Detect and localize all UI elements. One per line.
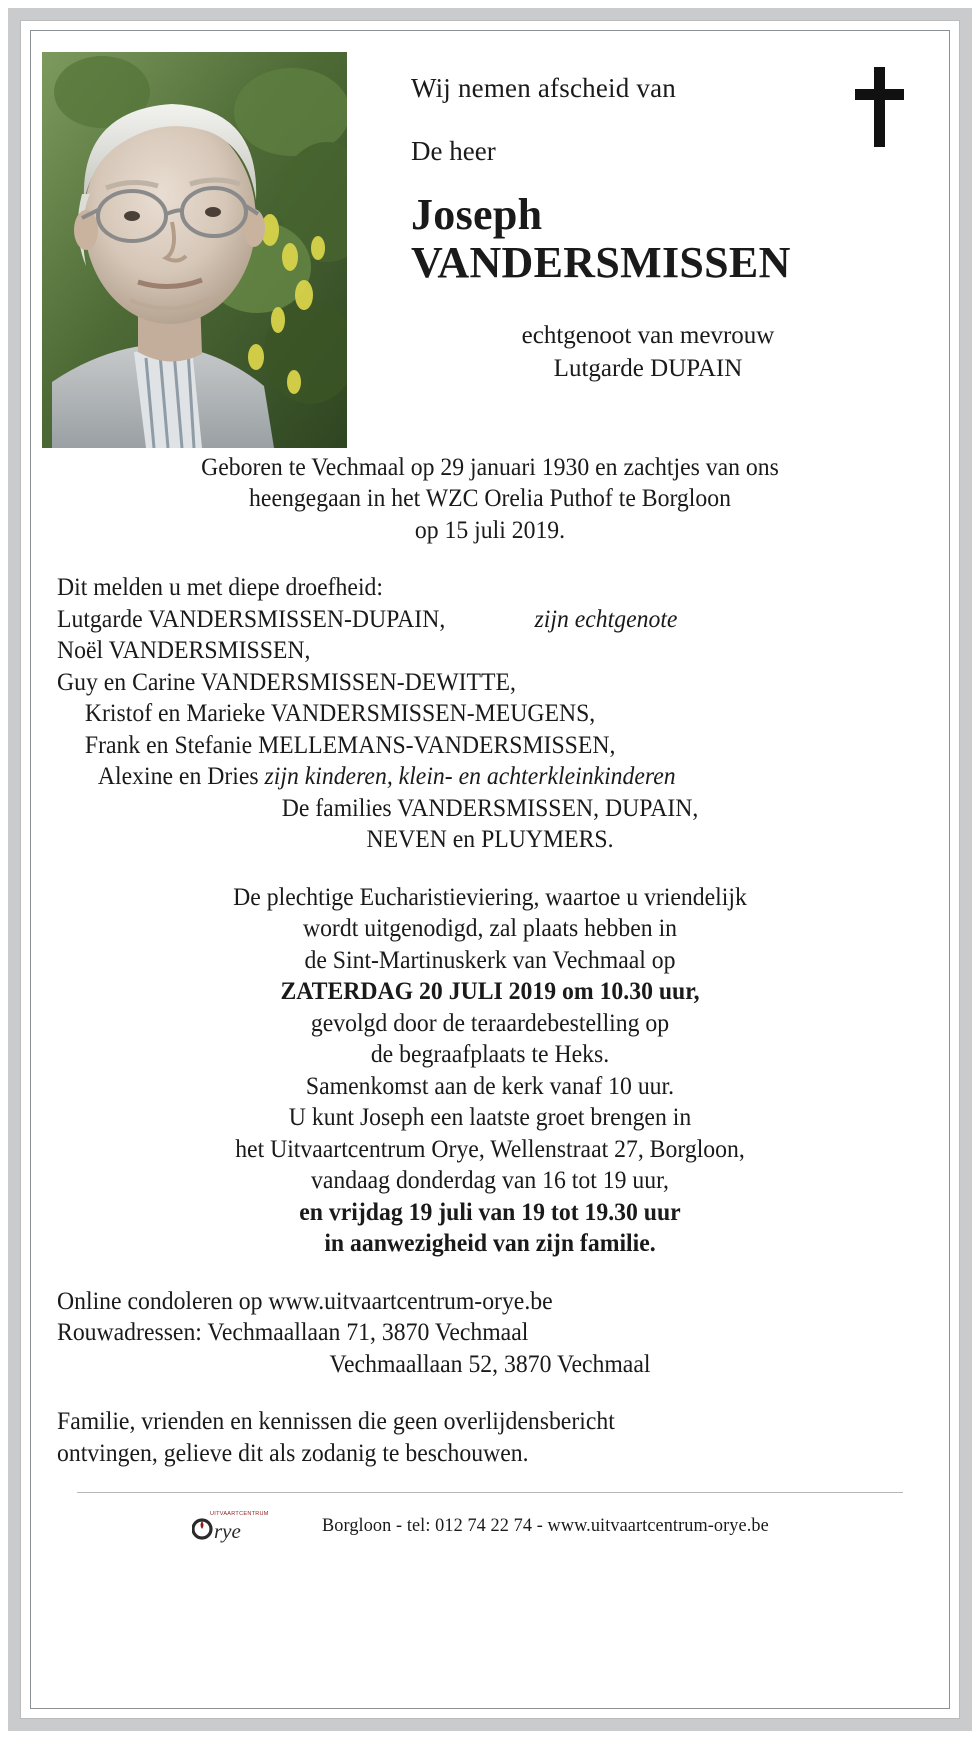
spouse-prefix: echtgenoot van mevrouw (521, 322, 775, 350)
service-visitation-friday: en vrijdag 19 juli van 19 tot 19.30 uur (299, 1196, 681, 1226)
service-line-10: vandaag donderdag van 16 tot 19 uur, (311, 1165, 669, 1195)
service-datetime: ZATERDAG 20 JULI 2019 om 10.30 uur, (280, 976, 700, 1006)
closing-line-2: ontvingen, gelieve dit als zodanig te beschouwen. (57, 1437, 529, 1467)
condolences-online: Online condoleren op www.uitvaartcentrum-orye.be (57, 1285, 553, 1315)
farewell-line: Wij nemen afscheid van (411, 73, 676, 103)
footer-section (57, 1506, 923, 1546)
announcement-paragraph (57, 571, 923, 854)
orye-logo (192, 1506, 304, 1546)
deceased-first-name: Joseph (411, 190, 543, 239)
footer-divider (77, 1492, 903, 1493)
closing-paragraph (57, 1405, 923, 1468)
condolences-address-2: Vechmaallaan 52, 3870 Vechmaal (329, 1348, 651, 1378)
birth-death-paragraph (57, 451, 923, 545)
condolences-paragraph (57, 1285, 923, 1379)
announcement-descendants (57, 760, 862, 791)
footer-contact: Borgloon - tel: 012 74 22 74 - www.uitvaartcentrum-orye.be (322, 1515, 770, 1537)
memorial-card-frame (8, 8, 972, 1731)
announcement-spouse-name: Lutgarde VANDERSMISSEN-DUPAIN, (57, 603, 446, 633)
announcement-spouse-relation: zijn echtgenote (534, 603, 678, 633)
portrait-photo (42, 52, 347, 448)
families-line-1: De families VANDERSMISSEN, DUPAIN, (281, 792, 699, 822)
families-line-2: NEVEN en PLUYMERS. (366, 824, 614, 854)
spouse-block (385, 319, 911, 385)
service-line-3: de Sint-Martinuskerk van Vechmaal op (304, 944, 676, 974)
closing-line-1: Familie, vrienden en kennissen die geen overlijdensbericht (57, 1406, 615, 1436)
spouse-name: Lutgarde DUPAIN (553, 355, 743, 383)
deceased-last-name: VANDERSMISSEN (411, 238, 791, 288)
orye-logo-name: rye (214, 1519, 242, 1544)
service-family-presence: in aanwezigheid van zijn familie. (324, 1228, 656, 1258)
header-section (31, 31, 949, 451)
orye-logo-tagline: UITVAARTCENTRUM (210, 1511, 269, 1518)
birth-death-line-2: heengegaan in het WZC Orelia Puthof te Borgloon (249, 483, 731, 513)
announcement-entry-2: Guy en Carine VANDERSMISSEN-DEWITTE, (57, 666, 516, 696)
announcement-entry-1: Noël VANDERSMISSEN, (57, 635, 311, 665)
service-line-2: wordt uitgenodigd, zal plaats hebben in (302, 913, 678, 943)
service-line-1: De plechtige Eucharistieviering, waartoe u vriendelijk (233, 881, 747, 911)
descendants-names: Alexine en Dries (97, 761, 265, 791)
announcement-intro: Dit melden u met diepe droefheid: (57, 572, 383, 602)
descendants-relation: zijn kinderen, klein- en achterkleinkinderen (264, 761, 676, 791)
birth-death-line-3: op 15 juli 2019. (414, 514, 566, 544)
announcement-entry-3: Kristof en Marieke VANDERSMISSEN-MEUGENS, (84, 698, 596, 728)
birth-death-line-1: Geboren te Vechmaal op 29 januari 1930 en zachtjes van ons (201, 452, 779, 481)
service-line-7: Samenkomst aan de kerk vanaf 10 uur. (305, 1070, 675, 1100)
condolences-address-1: Rouwadressen: Vechmaallaan 71, 3870 Vechmaal (57, 1317, 529, 1347)
body-content (31, 451, 949, 1546)
memorial-card (30, 30, 950, 1709)
service-line-6: de begraafplaats te Heks. (370, 1039, 610, 1069)
announcement-spouse-row (57, 603, 862, 634)
title-line: De heer (411, 136, 496, 166)
service-line-9: het Uitvaartcentrum Orye, Wellenstraat 27, Borgloon, (235, 1133, 745, 1163)
service-line-5: gevolgd door de teraardebestelling op (310, 1007, 670, 1037)
announcement-entry-4: Frank en Stefanie MELLEMANS-VANDERSMISSEN, (84, 729, 616, 759)
header-text-block (361, 43, 935, 451)
service-paragraph (57, 881, 923, 1259)
service-line-8: U kunt Joseph een laatste groet brengen in (288, 1102, 692, 1132)
memorial-card-middle-border (20, 20, 960, 1719)
